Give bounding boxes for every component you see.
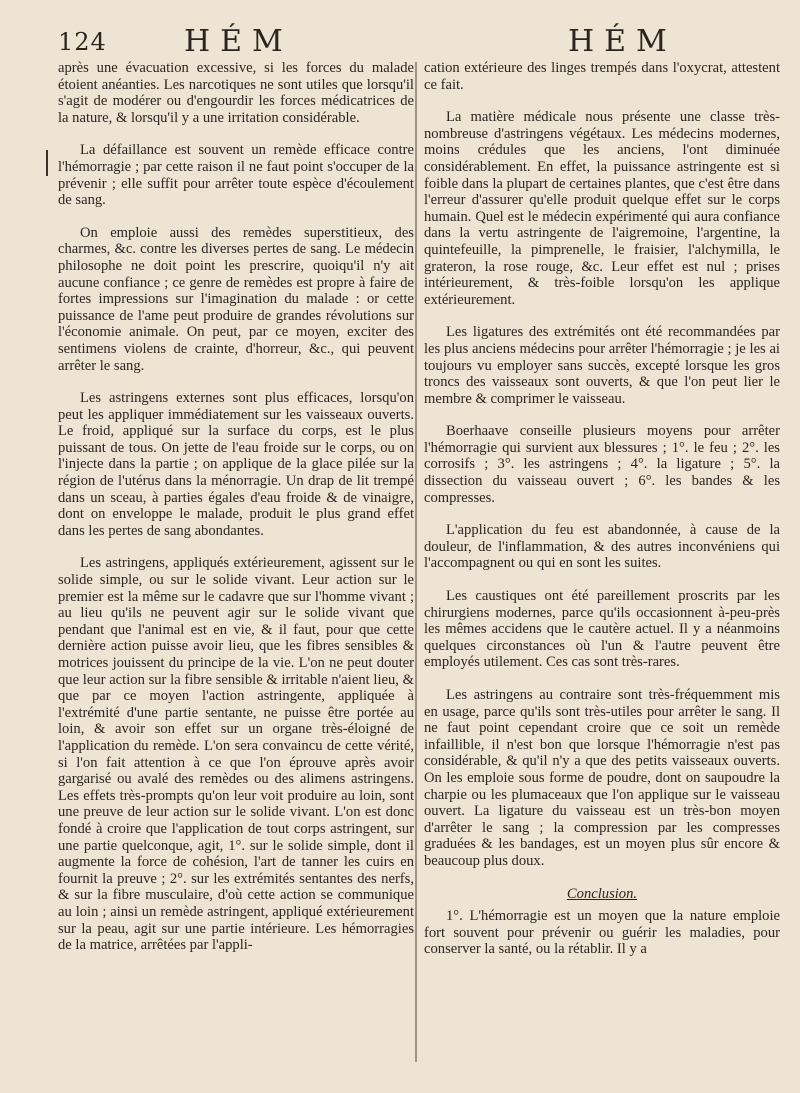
paragraph: Les astringens, appliqués extérieurement, agissent sur le solide simple, ou sur le solide vivant. Leur action sur le premier est la même sur le cadavre que sur l'homme vivant ; au lieu qu'ils ne peuvent agir sur le solide vivant que pendant que l'animal est en vie, & il faut, pour que cette dernière action puisse avoir lieu, que les fibres sensibles & motrices jouissent du principe de la vie. L'on ne peut douter que leur action sur la fibre sensible & irritable n'aient lieu, & que par ce moyen l'action astringente, appliquée à l'extrémité d'une partie sentante, ne puisse être portée au loin, & avoir son effet sur un organe très-éloigné de l'application du remède. L'on sera convaincu de cette vérité, si l'on fait attention à ce que l'on éprouve après avoir gargarisé ou avalé des remèdes ou des alimens astringens. Les effets très-prompts qu'on leur voit produire au loin, sont une preuve de leur action sur le solide vivant. L'on est donc fondé à croire que l'application de tout corps astringent, sur une partie quelconque, agit, 1°. sur le solide simple, dont il augmente la force de cohésion, l'art de tanner les cuirs en fournit la preuve ; 2°. sur les extrémités sentantes des nerfs, & sur la fibre musculaire, d'où cette action se communique au loin ; ainsi un remède astringent, appliqué extérieurement sur la peau, agit sur une partie intérieure. Les hémorragies de la matrice, arrêtées par l'appli- <box>58 555 414 954</box>
section-heading: Conclusion. <box>566 885 638 902</box>
right-column <box>424 60 780 958</box>
paragraph: Les caustiques ont été pareillement proscrits par les chirurgiens modernes, parce qu'ils occasionnent à-peu-près les mêmes accidens que le cautère actuel. Il y a néanmoins quelques circonstances où l'un & l'autre peuvent être employés utilement. Ces cas sont très-rares. <box>424 588 780 671</box>
page-number: 124 <box>58 28 107 56</box>
running-head-left: HÉM <box>184 24 293 59</box>
paragraph: On emploie aussi des remèdes superstitieux, des charmes, &c. contre les diverses pertes de sang. Le médecin philosophe ne doit point les prescrire, quoiqu'il n'y ait aucune confiance ; ce genre de remèdes est propre à faire de fortes impressions sur l'imagination du malade : or cette puissance de l'ame peut produire de grandes révolutions sur l'économie animale. On peut, par ce moyen, exciter des sentimens violens de crainte, d'horreur, &c., qui peuvent arrêter le sang. <box>58 224 414 374</box>
paragraph: La matière médicale nous présente une classe très-nombreuse d'astringens végétaux. Les médecins modernes, moins crédules que les anciens, l'ont diminuée considérablement. En effet, la puissance astringente est si foible dans la plupart de certaines plantes, que c'est être dans l'erreur d'assurer qu'elle produit quelque effet sur le corps humain. Quel est le médecin expérimenté qui aura confiance dans la vertu astringente de l'aigremoine, l'argentine, la quintefeuille, la pimprenelle, le fraisier, l'alchymilla, le grateron, la rose rouge, &c. Leur effet est nul ; prises intérieurement, & très-foible lorsqu'on les applique extérieurement. <box>424 109 780 308</box>
paragraph: Boerhaave conseille plusieurs moyens pour arrêter l'hémorragie qui survient aux blessures ; 1°. le feu ; 2°. les corrosifs ; 3°. les astringens ; 4°. la ligature ; 5°. la dissection du vaisseau ouvert ; 6°. les bandes & les compresses. <box>424 423 780 506</box>
paragraph: Les astringens au contraire sont très-fréquemment mis en usage, parce qu'ils sont très-utiles pour arrêter le sang. Il ne faut point cependant croire que ce soit un remède infaillible, il n'est bon que lorsque l'hémorragie n'est pas considérable, & qu'il n'y a que des petits vaisseaux ouverts. On les emploie sous forme de poudre, dont on saupoudre la charpie ou les plumaceaux que l'on applique sur le vaisseau ouvert. La ligature du vaisseau est un très-bon moyen d'arrêter le sang ; la compression par les compresses graduées & les bandages, est un moyen plus sûr encore & beaucoup plus doux. <box>424 687 780 869</box>
column-divider <box>415 62 417 1062</box>
paragraph: La défaillance est souvent un remède efficace contre l'hémorragie ; par cette raison il ne faut point s'occuper de la prévenir ; elle suffit pour arrêter toute espèce d'écoulement de sang. <box>58 142 414 209</box>
paragraph: L'application du feu est abandonnée, à cause de la douleur, de l'inflammation, & des autres inconvéniens qui l'accompagnent ou qui en sont les suites. <box>424 522 780 572</box>
paragraph: 1°. L'hémorragie est un moyen que la nature emploie fort souvent pour prévenir ou guérir les maladies, pour conserver la santé, ou la rétablir. Il y a <box>424 908 780 958</box>
paragraph: Les astringens externes sont plus efficaces, lorsqu'on peut les appliquer immédiatement sur les vaisseaux ouverts. Le froid, appliqué sur la surface du corps, est le plus puissant de tous. On jette de l'eau froide sur le corps, ou on l'injecte dans la partie ; on applique de la glace pilée sur la région de l'utérus dans la ménorragie. Un drap de lit trempé dans un sceau, à parties égales d'eau froide & de vinaigre, dont on enveloppe le malade, produit le plus grand effet dans les pertes de sang abondantes. <box>58 390 414 539</box>
left-column <box>58 60 414 954</box>
margin-mark <box>46 150 48 176</box>
paragraph: Les ligatures des extrémités ont été recommandées par les plus anciens médecins pour arrêter l'hémorragie ; je les ai toujours vu employer sans succès, excepté lorsque les gros troncs des vaisseaux sont ouverts, & que l'on peut lier le membre & comprimer le vaisseau. <box>424 324 780 407</box>
page-header <box>0 20 800 64</box>
running-head-right: HÉM <box>568 24 677 59</box>
paragraph: après une évacuation excessive, si les forces du malade étoient anéanties. Les narcotiques ne sont utiles que lorsqu'il s'agit de modérer ou d'engourdir les forces médicatrices de la nature, & lorsqu'il y a une irritation considérable. <box>58 60 414 126</box>
paragraph: cation extérieure des linges trempés dans l'oxycrat, attestent ce fait. <box>424 60 780 93</box>
